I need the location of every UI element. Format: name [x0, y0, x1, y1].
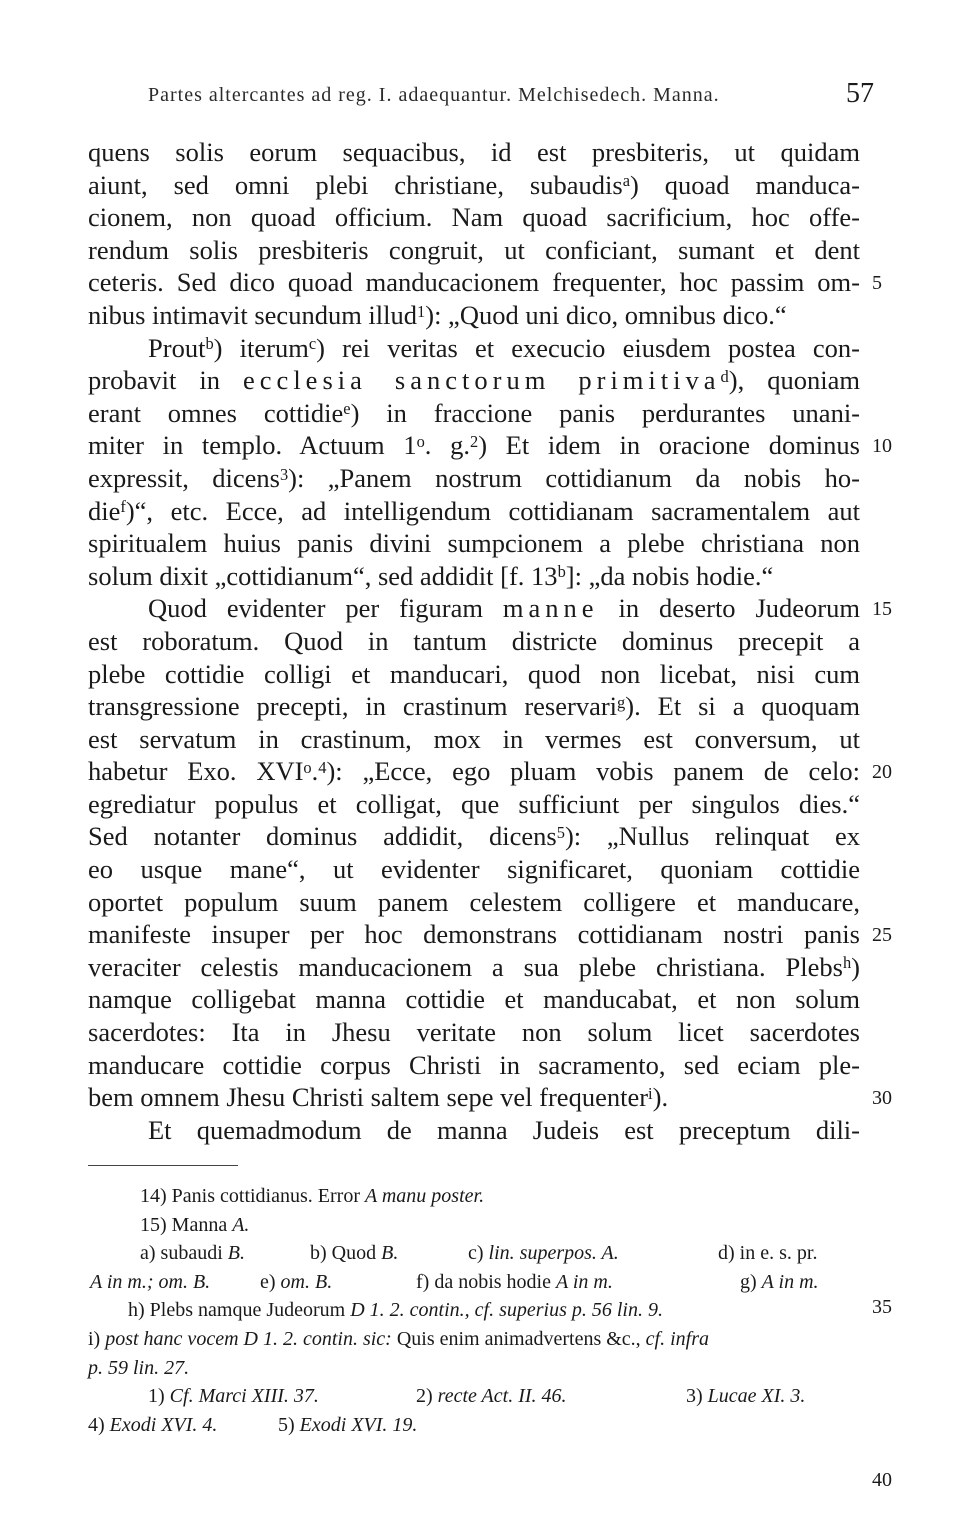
text-line: Sed notanter dominus addidit, dicens$^5$): „Nullus relinquat ex: [88, 821, 860, 852]
line-number: 5: [872, 272, 882, 294]
text-line: egrediatur populus et colligat, que sufficiunt per singulos dies.“: [88, 788, 860, 819]
page-number: 57: [846, 78, 874, 109]
text-line: probavit in ecclesia sanctorum primitiva$^d$), quoniam: [88, 365, 860, 396]
text-line: transgressione precepti, in crastinum reservari$^g$). Et si a quoquam: [88, 691, 861, 722]
spaced-text: manne: [502, 593, 599, 624]
running-head: Partes altercantes ad reg. I. adaequantur. Melchisedech. Manna.: [148, 84, 720, 106]
critical-notes-row: A in m.; om. B. e) om. B. f) da nobis hodie A in m. g) A in m.: [90, 1270, 819, 1293]
spaced-text: ecclesia sanctorum primitiva: [243, 365, 721, 396]
line-number: 35: [872, 1296, 892, 1318]
apparatus-note: 15) Manna A.: [140, 1213, 250, 1236]
text-line: bem omnem Jhesu Christi saltem sepe vel frequenter$^i$).: [88, 1082, 669, 1113]
text-line: plebe cottidie colligi et manducari, quod non licebat, nisi cum: [88, 658, 860, 689]
text-line: oportet populum suum panem celestem colligere et manducare,: [88, 886, 860, 917]
text-line: Quod evidenter per figuram manne in deserto Judeorum: [148, 593, 860, 624]
footnote-rule: [88, 1165, 238, 1166]
text-line: manducare cottidie corpus Christi in sacramento, sed eciam ple-: [88, 1049, 860, 1080]
reference-notes-row: 1) Cf. Marci XIII. 37. 2) recte Act. II. 46. 3) Lucae XI. 3.: [148, 1385, 806, 1408]
text-line: Prout$^b$) iterum$^c$) rei veritas et execucio eiusdem postea con-: [148, 332, 860, 363]
line-number: 20: [872, 761, 892, 783]
text-line: quens solis eorum sequacibus, id est presbiteris, ut quidam: [88, 137, 860, 167]
text-line: est roboratum. Quod in tantum districte dominus precepit a: [88, 625, 860, 656]
text-line: expressit, dicens$^3$): „Panem nostrum cottidianum da nobis ho-: [88, 462, 860, 493]
line-number: 30: [872, 1087, 892, 1109]
critical-note: i) post hanc vocem D 1. 2. contin. sic: Quis enim animadvertens &c., cf. infra: [88, 1327, 709, 1350]
text-line: nibus intimavit secundum illud$^1$): „Quod uni dico, omnibus dico.“: [88, 299, 787, 330]
line-number: 25: [872, 924, 892, 946]
text-line: namque colligebat manna cottidie et manducabat, et non solum: [88, 984, 860, 1015]
text-line: eo usque mane“, ut evidenter significaret, quoniam cottidie: [88, 854, 860, 885]
text-line: est servatum in crastinum, mox in vermes est conversum, ut: [88, 723, 860, 754]
text-line: erant omnes cottidie$^e$) in fraccione panis perdurantes unani-: [88, 397, 861, 428]
footnotes: [88, 1182, 864, 1439]
page-header: [0, 78, 960, 118]
line-number: 40: [872, 1469, 892, 1491]
text-line: solum dixit „cottidianum“, sed addidit [f. 13$^b$]: „da nobis hodie.“: [88, 560, 774, 591]
text-line: aiunt, sed omni plebi christiane, subaudis$^a$) quoad manduca-: [88, 169, 860, 200]
text-line: miter in templo. Actuum 1$^o$. g.$^2$) Et idem in oracione dominus: [88, 430, 860, 461]
text-line: veraciter celestis manducacionem a sua plebe christiana. Plebs$^h$): [88, 951, 860, 982]
line-number: 15: [872, 598, 892, 620]
line-number: 10: [872, 435, 892, 457]
text-line: manifeste insuper per hoc demonstrans cottidianam nostri panis: [88, 919, 860, 950]
text-line: sacerdotes: Ita in Jhesu veritate non solum licet sacerdotes: [88, 1017, 860, 1048]
main-text: [88, 136, 860, 1146]
reference-notes-row: 4) Exodi XVI. 4. 5) Exodi XVI. 19.: [88, 1413, 418, 1436]
critical-notes-row: a) subaudi B. b) Quod B. c) lin. superpos. A. d) in e. s. pr.: [140, 1242, 818, 1265]
text-line: habetur Exo. XVI$^o$.$^4$): „Ecce, ego pluam vobis panem de celo:: [88, 756, 860, 787]
text-line: die$^f$)“, etc. Ecce, ad intelligendum cottidianam sacramentalem aut: [88, 495, 860, 526]
text-line: spiritualem huius panis divini sumpcionem a plebe christiana non: [88, 528, 860, 559]
text-line: Et quemadmodum de manna Judeis est preceptum dili-: [148, 1114, 860, 1145]
text-line: rendum solis presbiteris congruit, ut conficiant, sumant et dent: [88, 234, 860, 265]
text-line: cionem, non quoad officium. Nam quoad sacrificium, hoc offe-: [88, 202, 860, 233]
text-line: ceteris. Sed dico quoad manducacionem frequenter, hoc passim om-: [88, 267, 860, 298]
critical-note: p. 59 lin. 27.: [88, 1356, 190, 1379]
critical-note: h) Plebs namque Judeorum D 1. 2. contin., cf. superius p. 56 lin. 9.: [128, 1299, 663, 1322]
apparatus-note: 14) Panis cottidianus. Error A manu poster.: [140, 1185, 485, 1207]
